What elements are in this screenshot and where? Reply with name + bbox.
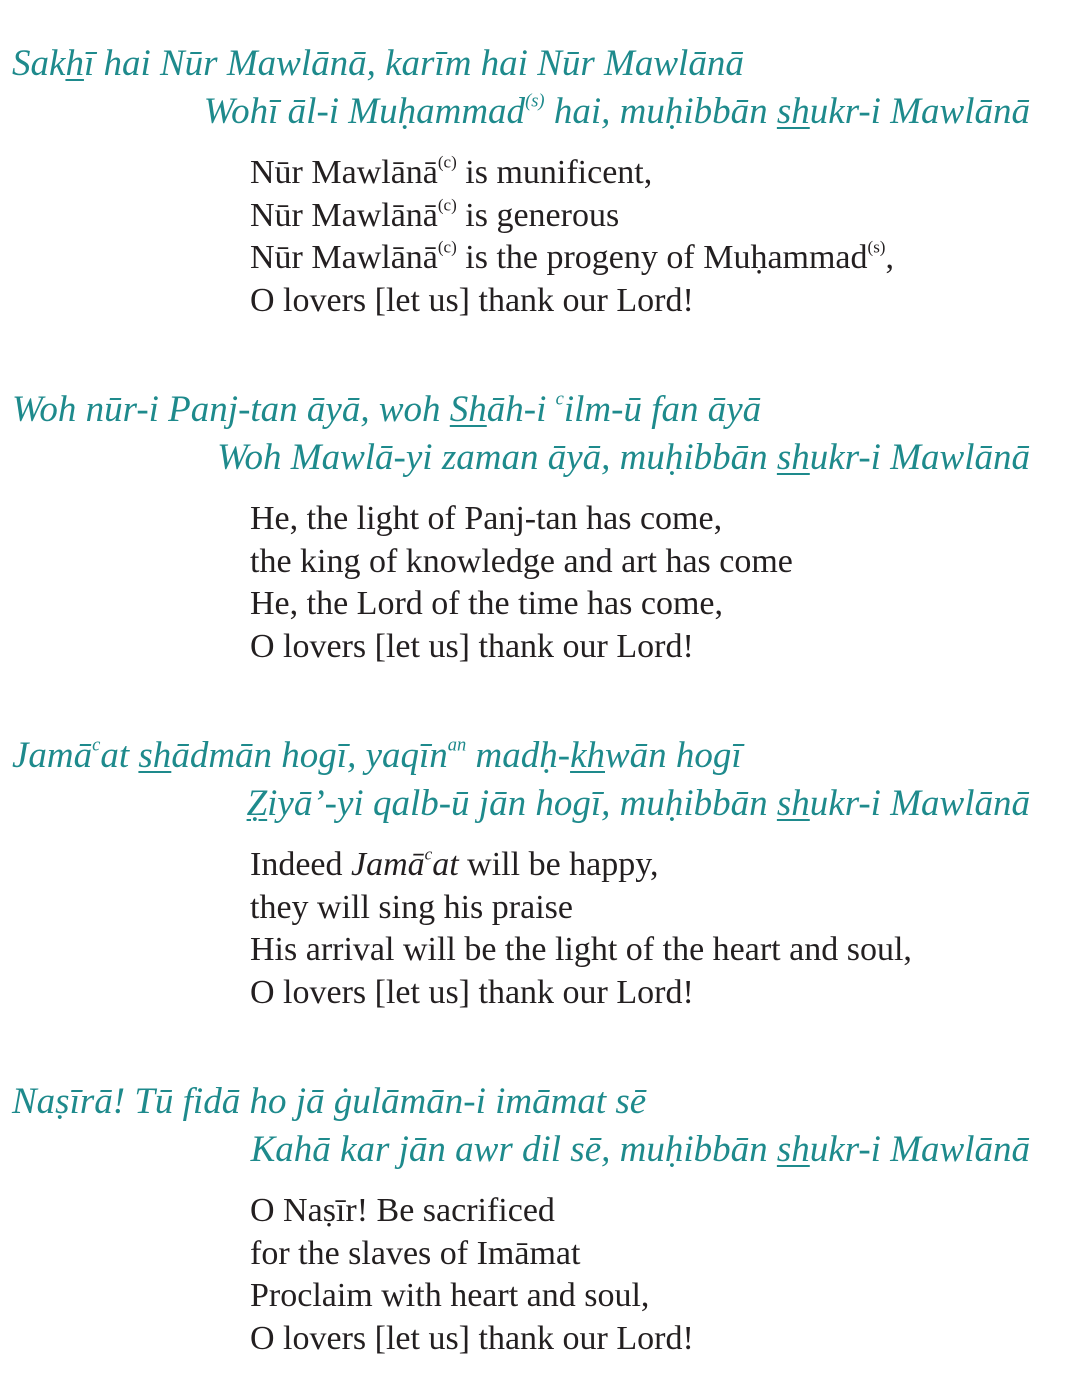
translation-line: Indeed Jamā$^c$at will be happy,: [250, 844, 659, 883]
transliteration-line-1: Woh nūr-i Panj-tan āyā, woh Shāh-i $^c$ilm-ū fan āyā: [12, 389, 762, 430]
transliteration-line-2: Wohī āl-i Muḥammad$^{(s)}$ hai, muḥibbān shukr-i Mawlānā: [203, 91, 1030, 132]
translation-line: for the slaves of Imāmat: [250, 1234, 581, 1272]
translation-line: O Naṣīr! Be sacrificed: [250, 1192, 555, 1229]
transliteration-line-1: Sakhī hai Nūr Mawlānā, karīm hai Nūr Mawlānā: [12, 43, 744, 84]
translation-line: O lovers [let us] thank our Lord!: [250, 1319, 694, 1357]
translation-line: Nūr Mawlānā$^{(c)}$ is munificent,: [250, 152, 653, 191]
translation-block: [250, 498, 793, 668]
transliteration-line-2: Woh Mawlā-yi zaman āyā, muḥibbān shukr-i Mawlānā: [217, 437, 1030, 478]
transliteration-line-1: Naṣīrā! Tū fidā ho jā ġulāmān-i imāmat sē: [12, 1081, 647, 1122]
transliteration-line-2: Kahā kar jān awr dil sē, muḥibbān shukr-i Mawlānā: [250, 1129, 1030, 1170]
translation-line: He, the Lord of the time has come,: [250, 585, 724, 622]
translation-line: O lovers [let us] thank our Lord!: [250, 973, 694, 1011]
translation-line: they will sing his praise: [250, 888, 573, 926]
translation-line: O lovers [let us] thank our Lord!: [250, 281, 694, 319]
translation-line: He, the light of Panj-tan has come,: [250, 500, 723, 537]
translation-block: [250, 1190, 694, 1360]
translation-line: the king of knowledge and art has come: [250, 542, 793, 580]
translation-line: His arrival will be the light of the heart and soul,: [250, 931, 912, 968]
translation-line: Nūr Mawlānā$^{(c)}$ is generous: [250, 195, 620, 234]
translation-block: [250, 152, 894, 322]
translation-line: Proclaim with heart and soul,: [250, 1277, 650, 1314]
transliteration-line-2: Ẓiyā’-yi qalb-ū jān hogī, muḥibbān shukr-i Mawlānā: [246, 783, 1030, 824]
translation-block: [250, 844, 912, 1014]
translation-line: Nūr Mawlānā$^{(c)}$ is the progeny of Muḥammad$^{(s)}$,: [250, 237, 894, 276]
transliteration-line-1: Jamā$^c$at shādmān hogī, yaqīn$^{an}$ madḥ-khwān hogī: [12, 735, 742, 776]
translation-line: O lovers [let us] thank our Lord!: [250, 627, 694, 665]
